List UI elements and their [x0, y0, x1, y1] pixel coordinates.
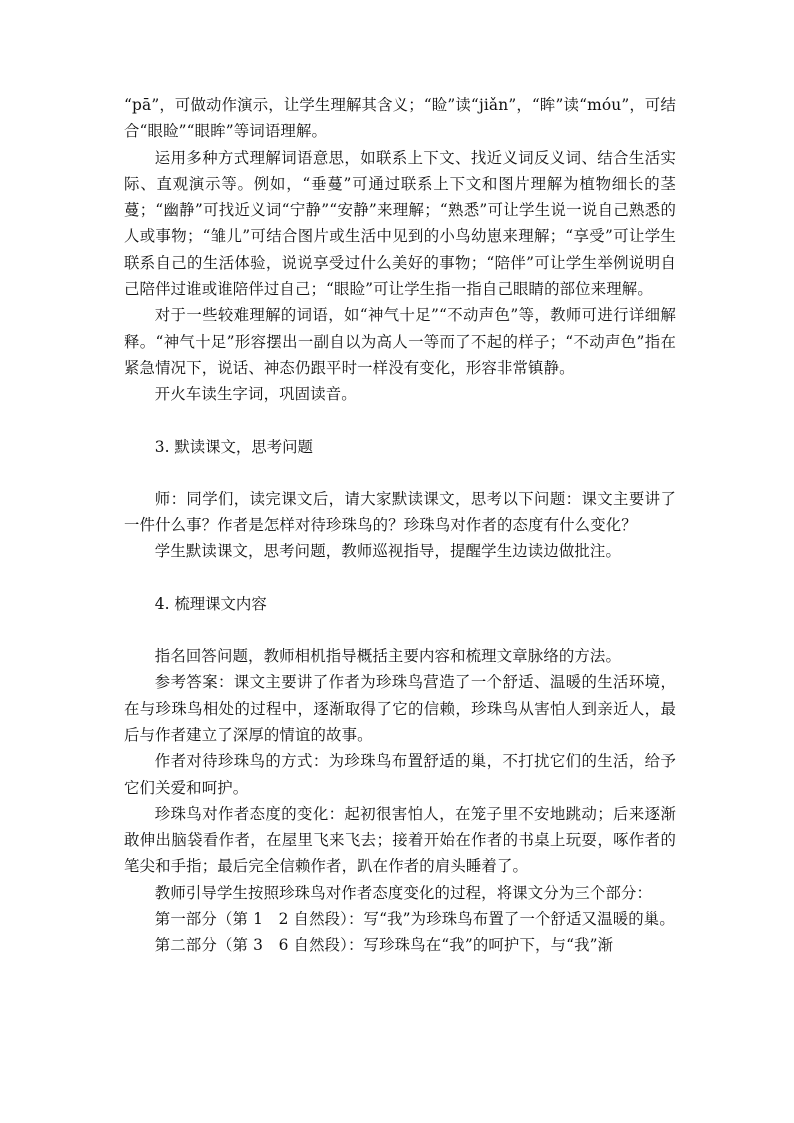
paragraph-part-one: 第一部分（第 1 2 自然段）：写“我”为珍珠鸟布置了一个舒适又温暖的巢。	[154, 910, 675, 929]
paragraph-difficult-words: 对于一些较难理解的词语，如“神气十足”“不动声色”等，教师可进行详细解释。“神气十足”形容摆出一副自以为高人一等而了不起的样子；“不动声色”指在紧急情况下，说话、神态仍跟平时一样没有变化，形容非常镇静。	[124, 306, 676, 377]
paragraph-reference-answer: 参考答案：课文主要讲了作者为珍珠鸟营造了一个舒适、温暖的生活环境，在与珍珠鸟相处的过程中，逐渐取得了它的信赖，珍珠鸟从害怕人到亲近人，最后与作者建立了深厚的情谊的故事。	[124, 673, 676, 744]
paragraph-pronunciation: “pā”，可做动作演示，让学生理解其含义；“睑”读“jiǎn”，“眸”读“móu”，可结合“眼睑”“眼眸”等词语理解。	[124, 96, 676, 141]
section-heading-3: 3. 默读课文，思考问题	[154, 437, 313, 456]
paragraph-answer-guidance: 指名回答问题，教师相机指导概括主要内容和梳理文章脉络的方法。	[154, 647, 622, 666]
paragraph-division-intro: 教师引导学生按照珍珠鸟对作者态度变化的过程，将课文分为三个部分：	[154, 883, 653, 902]
section-heading-4: 4. 梳理课文内容	[154, 594, 267, 613]
paragraph-train-reading: 开火车读生字词，巩固读音。	[154, 385, 357, 404]
paragraph-author-treatment: 作者对待珍珠鸟的方式：为珍珠鸟布置舒适的巢，不打扰它们的生活，给予它们关爱和呵护。	[124, 752, 676, 797]
document-page	[124, 92, 676, 959]
paragraph-silent-reading: 学生默读课文，思考问题，教师巡视指导，提醒学生边读边做批注。	[154, 542, 622, 561]
paragraph-bird-attitude: 珍珠鸟对作者态度的变化：起初很害怕人，在笼子里不安地跳动；后来逐渐敢伸出脑袋看作者，在屋里飞来飞去；接着开始在作者的书桌上玩耍，啄作者的笔尖和手指；最后完全信赖作者，趴在作者的肩头睡着了。	[124, 804, 676, 876]
paragraph-word-methods: 运用多种方式理解词语意思，如联系上下文、找近义词反义词、结合生活实际、直观演示等。例如，“垂蔓”可通过联系上下文和图片理解为植物细长的茎蔓；“幽静”可找近义词“宁静”“安静”来理解；“熟悉”可让学生说一说自己熟悉的人或事物；“雏儿”可结合图片或生活中见到的小鸟幼崽来理解；“享受”可让学生联系自己的生活体验，说说享受过什么美好的事物；“陪伴”可让学生举例说明自己陪伴过谁或谁陪伴过自己；“眼睑”可让学生指一指自己眼睛的部位来理解。	[124, 148, 676, 299]
paragraph-part-two: 第二部分（第 3 6 自然段）：写珍珠鸟在“我”的呵护下，与“我”渐	[154, 936, 614, 955]
paragraph-teacher-question: 师：同学们，读完课文后，请大家默读课文，思考以下问题：课文主要讲了一件什么事？作者是怎样对待珍珠鸟的？珍珠鸟对作者的态度有什么变化？	[124, 489, 676, 535]
